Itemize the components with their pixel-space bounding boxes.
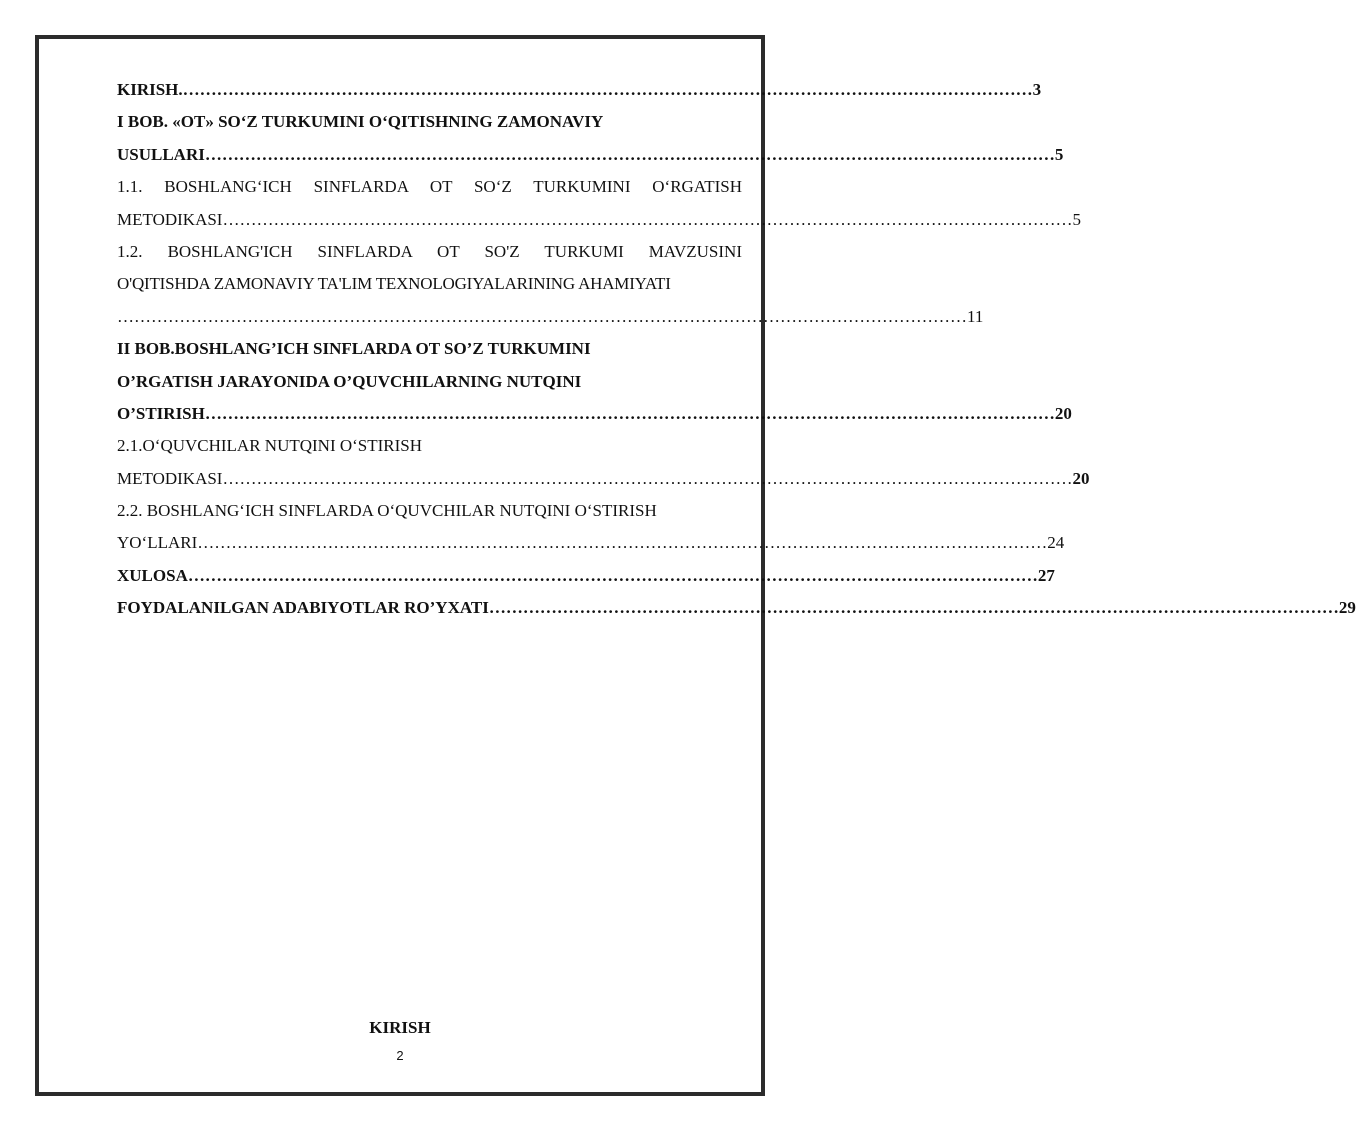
toc-entry-label: FOYDALANILGAN ADABIYOTLAR RO’YXATI bbox=[117, 598, 489, 618]
toc-entry-1-1-title[interactable]: 1.1. BOSHLANG‘ICH SINFLARDA OT SO‘Z TURKUMINI O‘RGATISH bbox=[117, 177, 742, 197]
dot-leader: …………………………………………………………………………………………………………………………………… bbox=[117, 306, 967, 326]
toc-entry-label: YO‘LLARI bbox=[117, 533, 198, 553]
toc-page-number: 5 bbox=[1072, 209, 1081, 229]
dot-leader: …………………………………………………………………………………………………………………………………… bbox=[204, 403, 1055, 423]
toc-entry-2-1-title[interactable]: 2.1.O‘QUVCHILAR NUTQINI O‘STIRISH bbox=[117, 436, 423, 456]
toc-entry-bob2-title-cont[interactable]: O’RGATISH JARAYONIDA O’QUVCHILARNING NUTQINI bbox=[117, 371, 582, 391]
dot-leader: …………………………………………………………………………………………………………………………………… bbox=[488, 598, 1339, 618]
toc-entry-1-1[interactable] bbox=[117, 204, 1081, 236]
dot-leader: …………………………………………………………………………………………………………………………………… bbox=[222, 468, 1073, 488]
toc-entry-2-2[interactable] bbox=[117, 527, 1065, 559]
toc-entry-1-2[interactable] bbox=[117, 301, 984, 333]
toc-page-number: 20 bbox=[1054, 403, 1072, 423]
toc-entry-label: XULOSA bbox=[117, 565, 188, 585]
toc-entry-label: METODIKASI bbox=[117, 468, 223, 488]
page-number: 2 bbox=[396, 1048, 404, 1063]
toc-page-number: 5 bbox=[1054, 144, 1064, 164]
toc-entry-bob1[interactable] bbox=[117, 139, 1064, 171]
toc-entry-label: O’STIRISH bbox=[117, 403, 205, 423]
toc-page-number: 11 bbox=[967, 306, 984, 326]
dot-leader: …………………………………………………………………………………………………………………………………… bbox=[187, 565, 1038, 585]
dot-leader: …………………………………………………………………………………………………………………………………… bbox=[222, 209, 1073, 229]
toc-entry-2-2-title[interactable]: 2.2. BOSHLANG‘ICH SINFLARDA O‘QUVCHILAR NUTQINI O‘STIRISH bbox=[117, 501, 657, 521]
table-of-contents bbox=[117, 74, 1356, 625]
toc-entry-adabiyotlar[interactable] bbox=[117, 592, 1356, 624]
dot-leader: …………………………………………………………………………………………………………………………………… bbox=[182, 80, 1033, 99]
toc-page-number: 24 bbox=[1047, 533, 1065, 553]
toc-entry-label: METODIKASI bbox=[117, 209, 223, 229]
toc-page-number: 29 bbox=[1338, 598, 1356, 618]
toc-entry-xulosa[interactable] bbox=[117, 560, 1055, 592]
section-heading-kirish: KIRISH bbox=[369, 1018, 431, 1037]
toc-entry-bob1-title[interactable]: I BOB. «OT» SO‘Z TURKUMINI O‘QITISHNING ZAMONAVIY bbox=[117, 112, 604, 132]
toc-page-number: 3 bbox=[1032, 80, 1042, 99]
toc-entry-bob2[interactable] bbox=[117, 398, 1072, 430]
dot-leader: …………………………………………………………………………………………………………………………………… bbox=[197, 533, 1048, 553]
toc-entry-2-1[interactable] bbox=[117, 463, 1090, 495]
toc-page-number: 20 bbox=[1072, 468, 1090, 488]
toc-entry-1-2-title[interactable]: 1.2. BOSHLANG'ICH SINFLARDA OT SO'Z TURKUMI MAVZUSINI bbox=[117, 241, 742, 261]
toc-entry-label: KIRISH. bbox=[117, 80, 183, 99]
toc-entry-1-2-title-cont[interactable]: O'QITISHDA ZAMONAVIY TA'LIM TEXNOLOGIYALARINING AHAMIYATI bbox=[117, 274, 671, 294]
toc-entry-kirish[interactable] bbox=[117, 74, 1042, 106]
toc-entry-bob2-title[interactable]: II BOB.BOSHLANG’ICH SINFLARDA OT SO’Z TURKUMINI bbox=[117, 339, 591, 359]
toc-entry-label: USULLARI bbox=[117, 144, 205, 164]
toc-page-number: 27 bbox=[1037, 565, 1055, 585]
dot-leader: …………………………………………………………………………………………………………………………………… bbox=[204, 144, 1055, 164]
